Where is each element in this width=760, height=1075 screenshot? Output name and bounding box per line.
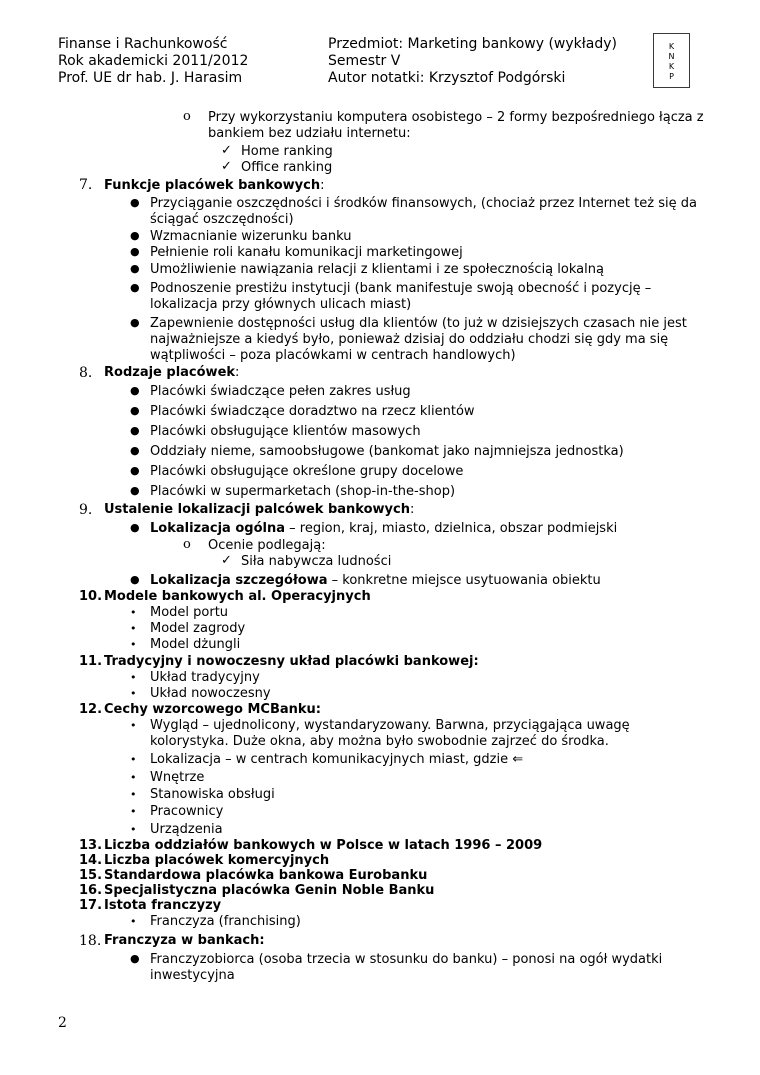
header-professor: Prof. UE dr hab. J. Harasim [58, 70, 243, 86]
section-title: Tradycyjny i nowoczesny układ placówki bankowej: [104, 654, 479, 669]
section-title: Liczba oddziałów bankowych w Polsce w latach 1996 – 2009 [104, 838, 543, 853]
logo-letter: K [668, 42, 675, 51]
list-item: Placówki świadczące doradztwo na rzecz klientów [150, 404, 475, 419]
list-item: Układ tradycyjny [150, 670, 260, 685]
section-title: Funkcje placówek bankowych [104, 178, 321, 193]
bullet-dot-icon: ● [130, 484, 140, 497]
bullet-dot-icon: ● [130, 464, 140, 477]
section-title: Modele bankowych al. Operacyjnych [104, 589, 371, 604]
item-bold: Lokalizacja ogólna [150, 521, 285, 536]
bullet-dot-icon: ● [130, 281, 140, 294]
bullet-dot-icon: • [130, 687, 137, 700]
check-item: Office ranking [241, 160, 333, 175]
checkmark-icon: ✓ [221, 143, 232, 158]
section-title: Cechy wzorcowego MCBanku: [104, 702, 321, 717]
section-heading [104, 502, 414, 518]
list-item: Oddziały nieme, samoobsługowe (bankomat jako najmniejsza jednostka) [150, 444, 624, 459]
bullet-dot-icon: • [130, 753, 137, 766]
bullet-dot-icon: ● [130, 196, 140, 209]
list-item: Urządzenia [150, 822, 223, 837]
section-title: Specjalistyczna placówka Genin Noble Banku [104, 883, 435, 898]
bullet-dot-icon: • [130, 788, 137, 801]
item-rest: – region, kraj, miasto, dzielnica, obszar podmiejski [285, 521, 618, 536]
bullet-dot-icon: • [130, 606, 137, 619]
bullet-dot-icon: • [130, 805, 137, 818]
bullet-dot-icon: ● [130, 229, 140, 242]
check-item: Siła nabywcza ludności [241, 554, 392, 569]
checkmark-icon: ✓ [221, 159, 232, 174]
circle-o-icon: o [183, 537, 191, 552]
section-number: 9. [79, 502, 93, 518]
section-title: Franczyza w bankach: [104, 933, 265, 948]
list-item: Placówki w supermarketach (shop-in-the-shop) [150, 484, 456, 499]
section-number: 12. [79, 702, 103, 717]
item-bold: Lokalizacja szczegółowa [150, 573, 328, 588]
list-item: Lokalizacja – w centrach komunikacyjnych miast, gdzie ⇐ [150, 752, 524, 767]
header-author: Autor notatki: Krzysztof Podgórski [328, 70, 566, 86]
list-item: Pełnienie roli kanału komunikacji marketingowej [150, 245, 463, 260]
section-number: 10. [79, 589, 103, 604]
bullet-dot-icon: ● [130, 262, 140, 275]
list-item: Wygląd – ujednolicony, wystandaryzowany. Barwna, przyciągająca uwagę [150, 718, 630, 733]
bullet-dot-icon: • [130, 823, 137, 836]
list-item: Model zagrody [150, 621, 246, 636]
section-number: 17. [79, 898, 103, 913]
bullet-dot-icon: • [130, 671, 137, 684]
knkp-logo [653, 33, 690, 88]
list-item: najważniejsze a kiedyś było, ponieważ dzisiaj do oddziału chodzi się gdy ma się [150, 332, 669, 347]
list-item: Franczyzobiorca (osoba trzecia w stosunku do banku) – ponosi na ogół wydatki [150, 952, 663, 967]
logo-letter: K [668, 62, 675, 71]
list-item: Placówki obsługujące klientów masowych [150, 424, 421, 439]
list-item: Franczyza (franchising) [150, 914, 301, 929]
list-item: kolorystyka. Duże okna, aby można było swobodnie zajrzeć do środka. [150, 734, 609, 749]
section-title: Rodzaje placówek [104, 365, 236, 380]
section-title: Standardowa placówka bankowa Eurobanku [104, 868, 428, 883]
circle-o-icon: o [183, 109, 191, 124]
list-item: Podnoszenie prestiżu instytucji (bank manifestuje swoją obecność i pozycję – [150, 281, 652, 296]
section-number: 8. [79, 365, 93, 381]
heading-colon: : [409, 502, 415, 517]
checkmark-icon: ✓ [221, 553, 232, 568]
bullet-dot-icon: • [130, 915, 137, 928]
bullet-dot-icon: • [130, 719, 137, 732]
section-title: Liczba placówek komercyjnych [104, 853, 330, 868]
header-academic-year: Rok akademicki 2011/2012 [58, 53, 249, 69]
section-heading [104, 365, 239, 381]
bullet-dot-icon: ● [130, 444, 140, 457]
list-item: Placówki obsługujące określone grupy docelowe [150, 464, 464, 479]
list-item: Wnętrze [150, 770, 205, 785]
bullet-dot-icon: ● [130, 384, 140, 397]
section-number: 13. [79, 838, 103, 853]
list-item: Stanowiska obsługi [150, 787, 275, 802]
list-item: Umożliwienie nawiązania relacji z klientami i ze społecznością lokalną [150, 262, 604, 277]
section-number: 16. [79, 883, 103, 898]
list-item: Model dżungli [150, 637, 241, 652]
list-item: Zapewnienie dostępności usług dla klientów (to już w dzisiejszych czasach nie jest [150, 316, 687, 331]
list-item: wątpliwości – poza placówkami w centrach handlowych) [150, 348, 516, 363]
section-number: 11. [79, 654, 103, 669]
page-number: 2 [58, 1015, 67, 1031]
logo-letter: N [668, 52, 675, 61]
section-title: Istota franczyzy [104, 898, 222, 913]
logo-letter: P [669, 72, 674, 81]
bullet-dot-icon: ● [130, 424, 140, 437]
list-item: lokalizacja przy głównych ulicach miast) [150, 297, 412, 312]
heading-colon: : [235, 365, 240, 380]
header-left [58, 36, 248, 87]
header-semester: Semestr V [328, 53, 401, 69]
section-number: 7. [79, 177, 93, 193]
bullet-dot-icon: ● [130, 573, 140, 586]
bullet-dot-icon: • [130, 638, 137, 651]
header-field-of-study: Finanse i Rachunkowość [58, 36, 228, 52]
list-item: Model portu [150, 605, 229, 620]
section-heading [104, 178, 324, 194]
header-subject: Przedmiot: Marketing bankowy (wykłady) [328, 36, 617, 52]
header-right [328, 36, 617, 87]
list-item: Placówki świadczące pełen zakres usług [150, 384, 411, 399]
bullet-dot-icon: ● [130, 316, 140, 329]
list-item [150, 573, 601, 589]
list-item: Układ nowoczesny [150, 686, 271, 701]
list-item: Wzmacnianie wizerunku banku [150, 229, 352, 244]
item-rest: – konkretne miejsce usytuowania obiektu [327, 573, 601, 588]
list-item: inwestycyjna [150, 968, 235, 983]
intro-line: Przy wykorzystaniu komputera osobistego – 2 formy bezpośredniego łącza z [208, 110, 704, 125]
section-number: 18. [79, 933, 102, 949]
section-number: 14. [79, 853, 103, 868]
list-item: Pracownicy [150, 804, 224, 819]
bullet-dot-icon: ● [130, 245, 140, 258]
list-item: Przyciąganie oszczędności i środków finansowych, (chociaż przez Internet też się da [150, 196, 697, 211]
intro-line: bankiem bez udziału internetu: [208, 126, 411, 141]
heading-colon: : [320, 178, 325, 193]
bullet-dot-icon: • [130, 622, 137, 635]
bullet-dot-icon: ● [130, 521, 140, 534]
bullet-dot-icon: ● [130, 404, 140, 417]
sub-item: Ocenie podlegają: [208, 538, 326, 553]
bullet-dot-icon: ● [130, 952, 140, 965]
list-item [150, 521, 617, 537]
section-title: Ustalenie lokalizacji palcówek bankowych [104, 502, 410, 517]
list-item: ściągać oszczędności) [150, 212, 294, 227]
bullet-dot-icon: • [130, 771, 137, 784]
section-number: 15. [79, 868, 103, 883]
check-item: Home ranking [241, 144, 333, 159]
